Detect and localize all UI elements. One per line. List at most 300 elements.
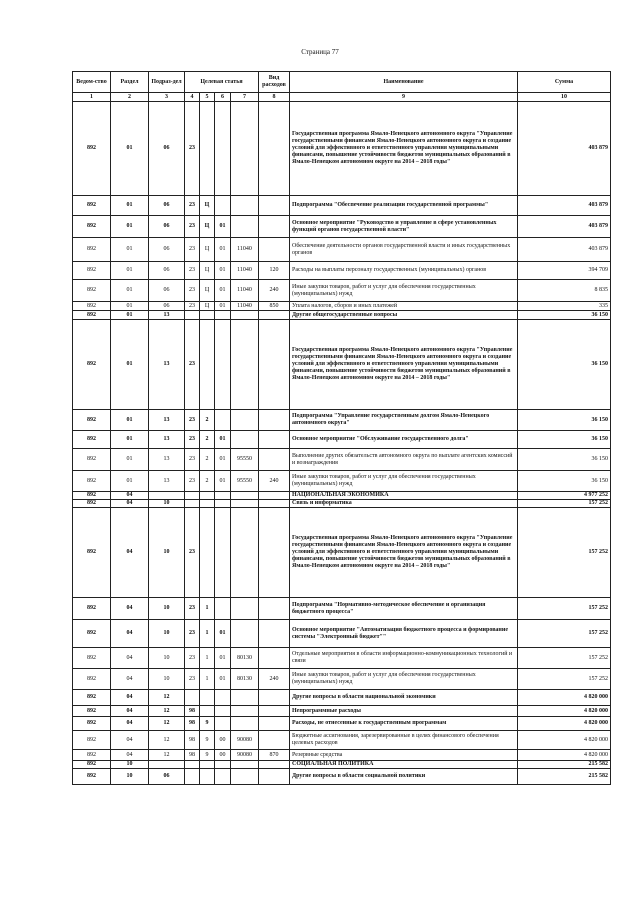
cell-target-2: 2 bbox=[200, 431, 215, 449]
cell-expense-type bbox=[259, 311, 290, 320]
cell-razdel: 01 bbox=[111, 102, 149, 196]
table-row bbox=[73, 731, 611, 750]
cell-expense-type: 240 bbox=[259, 669, 290, 690]
cell-target-1: 23 bbox=[185, 262, 200, 280]
cell-target-2: Ц bbox=[200, 262, 215, 280]
cell-target-4 bbox=[231, 706, 259, 717]
cell-target-4 bbox=[231, 508, 259, 598]
col-number: 4 bbox=[185, 93, 200, 102]
cell-target-2: 1 bbox=[200, 648, 215, 669]
cell-name: Основное мероприятие "Руководство и управление в сфере установленных функций органов государственной власти" bbox=[290, 216, 518, 238]
header-sum: Сумма bbox=[518, 72, 611, 93]
table-row bbox=[73, 750, 611, 761]
cell-razdel: 04 bbox=[111, 598, 149, 620]
cell-podrazdel bbox=[149, 761, 185, 769]
cell-sum: 36 150 bbox=[518, 311, 611, 320]
cell-target-2 bbox=[200, 690, 215, 706]
cell-sum: 36 150 bbox=[518, 449, 611, 471]
cell-target-2: 2 bbox=[200, 449, 215, 471]
cell-target-4 bbox=[231, 410, 259, 431]
cell-name: Другие вопросы в области национальной экономики bbox=[290, 690, 518, 706]
cell-sum: 157 252 bbox=[518, 508, 611, 598]
cell-target-3 bbox=[215, 717, 231, 731]
cell-expense-type bbox=[259, 320, 290, 410]
cell-expense-type bbox=[259, 731, 290, 750]
cell-expense-type bbox=[259, 216, 290, 238]
cell-name: Основное мероприятие "Автоматизация бюджетного процесса и формирование системы "Электронный бюджет"" bbox=[290, 620, 518, 648]
cell-target-1: 23 bbox=[185, 620, 200, 648]
cell-target-3: 01 bbox=[215, 238, 231, 262]
table-row bbox=[73, 302, 611, 311]
cell-podrazdel: 12 bbox=[149, 731, 185, 750]
cell-target-2: Ц bbox=[200, 302, 215, 311]
cell-razdel: 04 bbox=[111, 500, 149, 508]
cell-podrazdel bbox=[149, 492, 185, 500]
cell-target-3: 01 bbox=[215, 620, 231, 648]
cell-target-3 bbox=[215, 102, 231, 196]
cell-sum: 403 879 bbox=[518, 238, 611, 262]
budget-table bbox=[72, 71, 611, 785]
cell-target-4: 11040 bbox=[231, 262, 259, 280]
cell-razdel: 04 bbox=[111, 648, 149, 669]
cell-target-3 bbox=[215, 410, 231, 431]
cell-expense-type bbox=[259, 769, 290, 785]
header-razdel: Раздел bbox=[111, 72, 149, 93]
cell-target-2 bbox=[200, 508, 215, 598]
col-number: 5 bbox=[200, 93, 215, 102]
cell-target-2 bbox=[200, 492, 215, 500]
cell-name: Отдельные мероприятия в области информационно-коммуникационных технологий и связи bbox=[290, 648, 518, 669]
cell-target-4 bbox=[231, 311, 259, 320]
cell-vedomstvo: 892 bbox=[73, 717, 111, 731]
cell-name: Подпрограмма "Обеспечение реализации государственной программы" bbox=[290, 196, 518, 216]
cell-target-2: Ц bbox=[200, 280, 215, 302]
cell-target-3: 01 bbox=[215, 471, 231, 492]
cell-target-3 bbox=[215, 311, 231, 320]
cell-vedomstvo: 892 bbox=[73, 431, 111, 449]
cell-vedomstvo: 892 bbox=[73, 102, 111, 196]
cell-podrazdel: 12 bbox=[149, 706, 185, 717]
cell-expense-type bbox=[259, 648, 290, 669]
cell-target-4 bbox=[231, 620, 259, 648]
cell-sum: 4 820 000 bbox=[518, 731, 611, 750]
cell-razdel: 01 bbox=[111, 196, 149, 216]
cell-target-2 bbox=[200, 311, 215, 320]
cell-target-3 bbox=[215, 690, 231, 706]
cell-target-3: 01 bbox=[215, 280, 231, 302]
cell-name: Другие вопросы в области социальной политики bbox=[290, 769, 518, 785]
cell-target-2 bbox=[200, 102, 215, 196]
cell-target-2: 2 bbox=[200, 471, 215, 492]
cell-expense-type bbox=[259, 620, 290, 648]
cell-name: Иные закупки товаров, работ и услуг для обеспечения государственных (муниципальных) нужд bbox=[290, 280, 518, 302]
cell-sum: 403 879 bbox=[518, 102, 611, 196]
cell-name: Выполнение других обязательств автономного округа по выплате агентских комиссий и вознаграждения bbox=[290, 449, 518, 471]
cell-target-1: 98 bbox=[185, 706, 200, 717]
cell-target-1: 98 bbox=[185, 717, 200, 731]
cell-razdel: 01 bbox=[111, 216, 149, 238]
cell-podrazdel: 13 bbox=[149, 431, 185, 449]
cell-vedomstvo: 892 bbox=[73, 769, 111, 785]
cell-target-4: 95550 bbox=[231, 449, 259, 471]
cell-target-3: 01 bbox=[215, 262, 231, 280]
cell-target-3: 00 bbox=[215, 731, 231, 750]
cell-expense-type bbox=[259, 717, 290, 731]
cell-name: НАЦИОНАЛЬНАЯ ЭКОНОМИКА bbox=[290, 492, 518, 500]
cell-razdel: 01 bbox=[111, 238, 149, 262]
cell-target-2: 1 bbox=[200, 620, 215, 648]
col-number: 9 bbox=[290, 93, 518, 102]
cell-razdel: 01 bbox=[111, 320, 149, 410]
cell-expense-type bbox=[259, 598, 290, 620]
cell-vedomstvo: 892 bbox=[73, 238, 111, 262]
cell-target-3 bbox=[215, 769, 231, 785]
table-row bbox=[73, 449, 611, 471]
cell-podrazdel: 13 bbox=[149, 471, 185, 492]
cell-target-1: 23 bbox=[185, 508, 200, 598]
cell-podrazdel: 12 bbox=[149, 690, 185, 706]
cell-expense-type: 850 bbox=[259, 302, 290, 311]
cell-sum: 36 150 bbox=[518, 410, 611, 431]
cell-sum: 36 150 bbox=[518, 431, 611, 449]
cell-target-2 bbox=[200, 761, 215, 769]
cell-razdel: 04 bbox=[111, 717, 149, 731]
cell-vedomstvo: 892 bbox=[73, 598, 111, 620]
table-row bbox=[73, 471, 611, 492]
cell-razdel: 04 bbox=[111, 620, 149, 648]
cell-target-4: 90080 bbox=[231, 750, 259, 761]
cell-target-4: 95550 bbox=[231, 471, 259, 492]
cell-sum: 4 977 252 bbox=[518, 492, 611, 500]
cell-target-1: 23 bbox=[185, 471, 200, 492]
col-number: 7 bbox=[231, 93, 259, 102]
cell-sum: 215 582 bbox=[518, 769, 611, 785]
cell-name: Подпрограмма "Управление государственным долгом Ямало-Ненецкого автономного округа" bbox=[290, 410, 518, 431]
cell-razdel: 01 bbox=[111, 302, 149, 311]
cell-target-1: 23 bbox=[185, 648, 200, 669]
cell-razdel: 10 bbox=[111, 761, 149, 769]
cell-name: Резервные средства bbox=[290, 750, 518, 761]
cell-target-2 bbox=[200, 320, 215, 410]
cell-expense-type bbox=[259, 706, 290, 717]
cell-vedomstvo: 892 bbox=[73, 302, 111, 311]
cell-target-2: Ц bbox=[200, 216, 215, 238]
header-target-article: Целевая статья bbox=[185, 72, 259, 93]
cell-target-4 bbox=[231, 717, 259, 731]
cell-sum: 157 252 bbox=[518, 598, 611, 620]
cell-razdel: 04 bbox=[111, 669, 149, 690]
cell-target-1 bbox=[185, 761, 200, 769]
cell-sum: 215 582 bbox=[518, 761, 611, 769]
cell-target-3: 01 bbox=[215, 669, 231, 690]
cell-target-1 bbox=[185, 500, 200, 508]
cell-vedomstvo: 892 bbox=[73, 410, 111, 431]
cell-vedomstvo: 892 bbox=[73, 669, 111, 690]
cell-expense-type bbox=[259, 196, 290, 216]
cell-target-1: 98 bbox=[185, 731, 200, 750]
table-row bbox=[73, 761, 611, 769]
cell-podrazdel: 06 bbox=[149, 102, 185, 196]
cell-name: Уплата налогов, сборов и иных платежей bbox=[290, 302, 518, 311]
cell-target-4 bbox=[231, 769, 259, 785]
cell-name: СОЦИАЛЬНАЯ ПОЛИТИКА bbox=[290, 761, 518, 769]
cell-target-3: 01 bbox=[215, 431, 231, 449]
col-number: 2 bbox=[111, 93, 149, 102]
cell-podrazdel: 06 bbox=[149, 769, 185, 785]
col-number: 8 bbox=[259, 93, 290, 102]
table-row bbox=[73, 102, 611, 196]
cell-vedomstvo: 892 bbox=[73, 280, 111, 302]
cell-razdel: 04 bbox=[111, 492, 149, 500]
cell-target-4: 80130 bbox=[231, 648, 259, 669]
cell-vedomstvo: 892 bbox=[73, 750, 111, 761]
cell-target-3 bbox=[215, 196, 231, 216]
cell-sum: 157 252 bbox=[518, 500, 611, 508]
table-row bbox=[73, 620, 611, 648]
cell-target-1 bbox=[185, 769, 200, 785]
table-row bbox=[73, 320, 611, 410]
cell-target-3 bbox=[215, 508, 231, 598]
cell-vedomstvo: 892 bbox=[73, 262, 111, 280]
cell-name: Расходы на выплаты персоналу государственных (муниципальных) органов bbox=[290, 262, 518, 280]
cell-target-2: 9 bbox=[200, 717, 215, 731]
cell-target-2: 9 bbox=[200, 750, 215, 761]
cell-target-2: Ц bbox=[200, 196, 215, 216]
cell-sum: 36 150 bbox=[518, 471, 611, 492]
cell-target-2: 2 bbox=[200, 410, 215, 431]
page-number-label: Страница 77 bbox=[301, 48, 339, 56]
cell-razdel: 01 bbox=[111, 449, 149, 471]
cell-expense-type: 240 bbox=[259, 471, 290, 492]
cell-target-4 bbox=[231, 761, 259, 769]
cell-expense-type: 120 bbox=[259, 262, 290, 280]
cell-name: Государственная программа Ямало-Ненецкого автономного округа "Управление государственными финансами Ямало-Ненецкого автономного округа и создание условий для эффективного и ответственного управления муниципальными финансами, повышение устойчивости бюджетов муниципальных образований в Ямало-Ненецком автономном округе на 2014 – 2018 годы" bbox=[290, 102, 518, 196]
table-row bbox=[73, 492, 611, 500]
cell-podrazdel: 13 bbox=[149, 320, 185, 410]
cell-expense-type bbox=[259, 508, 290, 598]
cell-sum: 157 252 bbox=[518, 648, 611, 669]
cell-razdel: 10 bbox=[111, 769, 149, 785]
cell-podrazdel: 06 bbox=[149, 262, 185, 280]
cell-podrazdel: 10 bbox=[149, 620, 185, 648]
table-row bbox=[73, 769, 611, 785]
cell-name: Государственная программа Ямало-Ненецкого автономного округа "Управление государственными финансами Ямало-Ненецкого автономного округа и создание условий для эффективного и ответственного управления муниципальными финансами, повышение устойчивости бюджетов муниципальных образований в Ямало-Ненецком автономном округе на 2014 – 2018 годы" bbox=[290, 508, 518, 598]
cell-vedomstvo: 892 bbox=[73, 508, 111, 598]
column-number-row bbox=[73, 93, 611, 102]
col-number: 3 bbox=[149, 93, 185, 102]
cell-vedomstvo: 892 bbox=[73, 320, 111, 410]
cell-name: Основное мероприятие "Обслуживание государственного долга" bbox=[290, 431, 518, 449]
cell-podrazdel: 06 bbox=[149, 216, 185, 238]
col-number: 10 bbox=[518, 93, 611, 102]
cell-podrazdel: 06 bbox=[149, 280, 185, 302]
cell-expense-type bbox=[259, 492, 290, 500]
cell-podrazdel: 12 bbox=[149, 750, 185, 761]
cell-target-1: 23 bbox=[185, 102, 200, 196]
cell-vedomstvo: 892 bbox=[73, 216, 111, 238]
cell-razdel: 01 bbox=[111, 410, 149, 431]
cell-target-1: 23 bbox=[185, 302, 200, 311]
table-row bbox=[73, 196, 611, 216]
cell-target-4: 80130 bbox=[231, 669, 259, 690]
cell-razdel: 04 bbox=[111, 690, 149, 706]
cell-target-3 bbox=[215, 706, 231, 717]
cell-target-1 bbox=[185, 311, 200, 320]
cell-target-4: 11040 bbox=[231, 302, 259, 311]
cell-target-4 bbox=[231, 690, 259, 706]
table-row bbox=[73, 500, 611, 508]
cell-name: Обеспечение деятельности органов государственной власти и иных государственных органов bbox=[290, 238, 518, 262]
cell-target-1: 23 bbox=[185, 216, 200, 238]
cell-vedomstvo: 892 bbox=[73, 761, 111, 769]
cell-name: Подпрограмма "Нормативно-методическое обеспечение и организация бюджетного процесса" bbox=[290, 598, 518, 620]
cell-target-1 bbox=[185, 690, 200, 706]
cell-target-2: 1 bbox=[200, 598, 215, 620]
cell-sum: 4 820 000 bbox=[518, 750, 611, 761]
cell-target-4 bbox=[231, 196, 259, 216]
cell-target-1: 23 bbox=[185, 410, 200, 431]
header-name: Наименование bbox=[290, 72, 518, 93]
cell-vedomstvo: 892 bbox=[73, 492, 111, 500]
cell-sum: 4 820 000 bbox=[518, 690, 611, 706]
col-number: 6 bbox=[215, 93, 231, 102]
cell-name: Иные закупки товаров, работ и услуг для обеспечения государственных (муниципальных) нужд bbox=[290, 669, 518, 690]
header-vedomstvo: Ведом-ство bbox=[73, 72, 111, 93]
cell-target-1: 98 bbox=[185, 750, 200, 761]
cell-sum: 403 879 bbox=[518, 216, 611, 238]
cell-target-4 bbox=[231, 216, 259, 238]
cell-razdel: 04 bbox=[111, 731, 149, 750]
cell-name: Бюджетные ассигнования, зарезервированные в целях финансового обеспечения целевых расходов bbox=[290, 731, 518, 750]
cell-podrazdel: 13 bbox=[149, 449, 185, 471]
cell-vedomstvo: 892 bbox=[73, 620, 111, 648]
cell-vedomstvo: 892 bbox=[73, 471, 111, 492]
cell-sum: 157 252 bbox=[518, 669, 611, 690]
cell-podrazdel: 06 bbox=[149, 302, 185, 311]
cell-razdel: 01 bbox=[111, 280, 149, 302]
cell-target-1: 23 bbox=[185, 449, 200, 471]
cell-expense-type: 240 bbox=[259, 280, 290, 302]
cell-target-1 bbox=[185, 492, 200, 500]
cell-name: Непрограммные расходы bbox=[290, 706, 518, 717]
cell-vedomstvo: 892 bbox=[73, 196, 111, 216]
cell-podrazdel: 13 bbox=[149, 410, 185, 431]
cell-expense-type bbox=[259, 102, 290, 196]
header-expense-type: Вид расходов bbox=[259, 72, 290, 93]
cell-razdel: 01 bbox=[111, 471, 149, 492]
cell-podrazdel: 10 bbox=[149, 598, 185, 620]
table-row bbox=[73, 690, 611, 706]
table-row bbox=[73, 648, 611, 669]
cell-target-2 bbox=[200, 500, 215, 508]
cell-target-4 bbox=[231, 431, 259, 449]
cell-target-3 bbox=[215, 320, 231, 410]
cell-podrazdel: 10 bbox=[149, 648, 185, 669]
cell-target-4: 11040 bbox=[231, 280, 259, 302]
cell-name: Иные закупки товаров, работ и услуг для обеспечения государственных (муниципальных) нужд bbox=[290, 471, 518, 492]
cell-podrazdel: 06 bbox=[149, 196, 185, 216]
cell-target-3: 00 bbox=[215, 750, 231, 761]
table-row bbox=[73, 669, 611, 690]
cell-expense-type bbox=[259, 410, 290, 431]
cell-vedomstvo: 892 bbox=[73, 500, 111, 508]
cell-target-4 bbox=[231, 492, 259, 500]
cell-podrazdel: 10 bbox=[149, 669, 185, 690]
cell-target-1: 23 bbox=[185, 320, 200, 410]
cell-target-2: 9 bbox=[200, 731, 215, 750]
cell-target-1: 23 bbox=[185, 238, 200, 262]
cell-target-2: 1 bbox=[200, 669, 215, 690]
cell-target-4 bbox=[231, 598, 259, 620]
cell-target-4 bbox=[231, 320, 259, 410]
cell-sum: 335 bbox=[518, 302, 611, 311]
cell-sum: 394 709 bbox=[518, 262, 611, 280]
cell-razdel: 01 bbox=[111, 431, 149, 449]
cell-target-1: 23 bbox=[185, 196, 200, 216]
cell-target-1: 23 bbox=[185, 431, 200, 449]
cell-expense-type bbox=[259, 449, 290, 471]
table-row bbox=[73, 410, 611, 431]
cell-vedomstvo: 892 bbox=[73, 449, 111, 471]
cell-expense-type: 870 bbox=[259, 750, 290, 761]
table-row bbox=[73, 598, 611, 620]
cell-target-2 bbox=[200, 706, 215, 717]
cell-target-1: 23 bbox=[185, 280, 200, 302]
cell-name: Связь и информатика bbox=[290, 500, 518, 508]
cell-sum: 403 879 bbox=[518, 196, 611, 216]
cell-vedomstvo: 892 bbox=[73, 731, 111, 750]
table-row bbox=[73, 508, 611, 598]
cell-podrazdel: 12 bbox=[149, 717, 185, 731]
table-row bbox=[73, 311, 611, 320]
cell-target-2 bbox=[200, 769, 215, 785]
cell-target-4: 90080 bbox=[231, 731, 259, 750]
table-row bbox=[73, 431, 611, 449]
cell-target-1: 23 bbox=[185, 598, 200, 620]
table-row bbox=[73, 280, 611, 302]
cell-razdel: 01 bbox=[111, 311, 149, 320]
cell-vedomstvo: 892 bbox=[73, 690, 111, 706]
cell-sum: 4 820 000 bbox=[518, 717, 611, 731]
cell-podrazdel: 10 bbox=[149, 500, 185, 508]
table-row bbox=[73, 262, 611, 280]
cell-podrazdel: 10 bbox=[149, 508, 185, 598]
cell-name: Расходы, не отнесенные к государственным программам bbox=[290, 717, 518, 731]
cell-vedomstvo: 892 bbox=[73, 311, 111, 320]
cell-target-3: 01 bbox=[215, 449, 231, 471]
cell-target-3 bbox=[215, 598, 231, 620]
cell-razdel: 04 bbox=[111, 706, 149, 717]
table-row bbox=[73, 216, 611, 238]
cell-target-4: 11040 bbox=[231, 238, 259, 262]
cell-target-4 bbox=[231, 102, 259, 196]
cell-target-3: 01 bbox=[215, 302, 231, 311]
cell-expense-type bbox=[259, 238, 290, 262]
cell-target-3 bbox=[215, 761, 231, 769]
table-header-row bbox=[73, 72, 611, 93]
cell-expense-type bbox=[259, 500, 290, 508]
cell-podrazdel: 13 bbox=[149, 311, 185, 320]
cell-podrazdel: 06 bbox=[149, 238, 185, 262]
cell-razdel: 01 bbox=[111, 262, 149, 280]
cell-vedomstvo: 892 bbox=[73, 706, 111, 717]
table-row bbox=[73, 706, 611, 717]
cell-sum: 4 820 000 bbox=[518, 706, 611, 717]
table-row bbox=[73, 717, 611, 731]
col-number: 1 bbox=[73, 93, 111, 102]
cell-sum: 8 835 bbox=[518, 280, 611, 302]
cell-expense-type bbox=[259, 690, 290, 706]
